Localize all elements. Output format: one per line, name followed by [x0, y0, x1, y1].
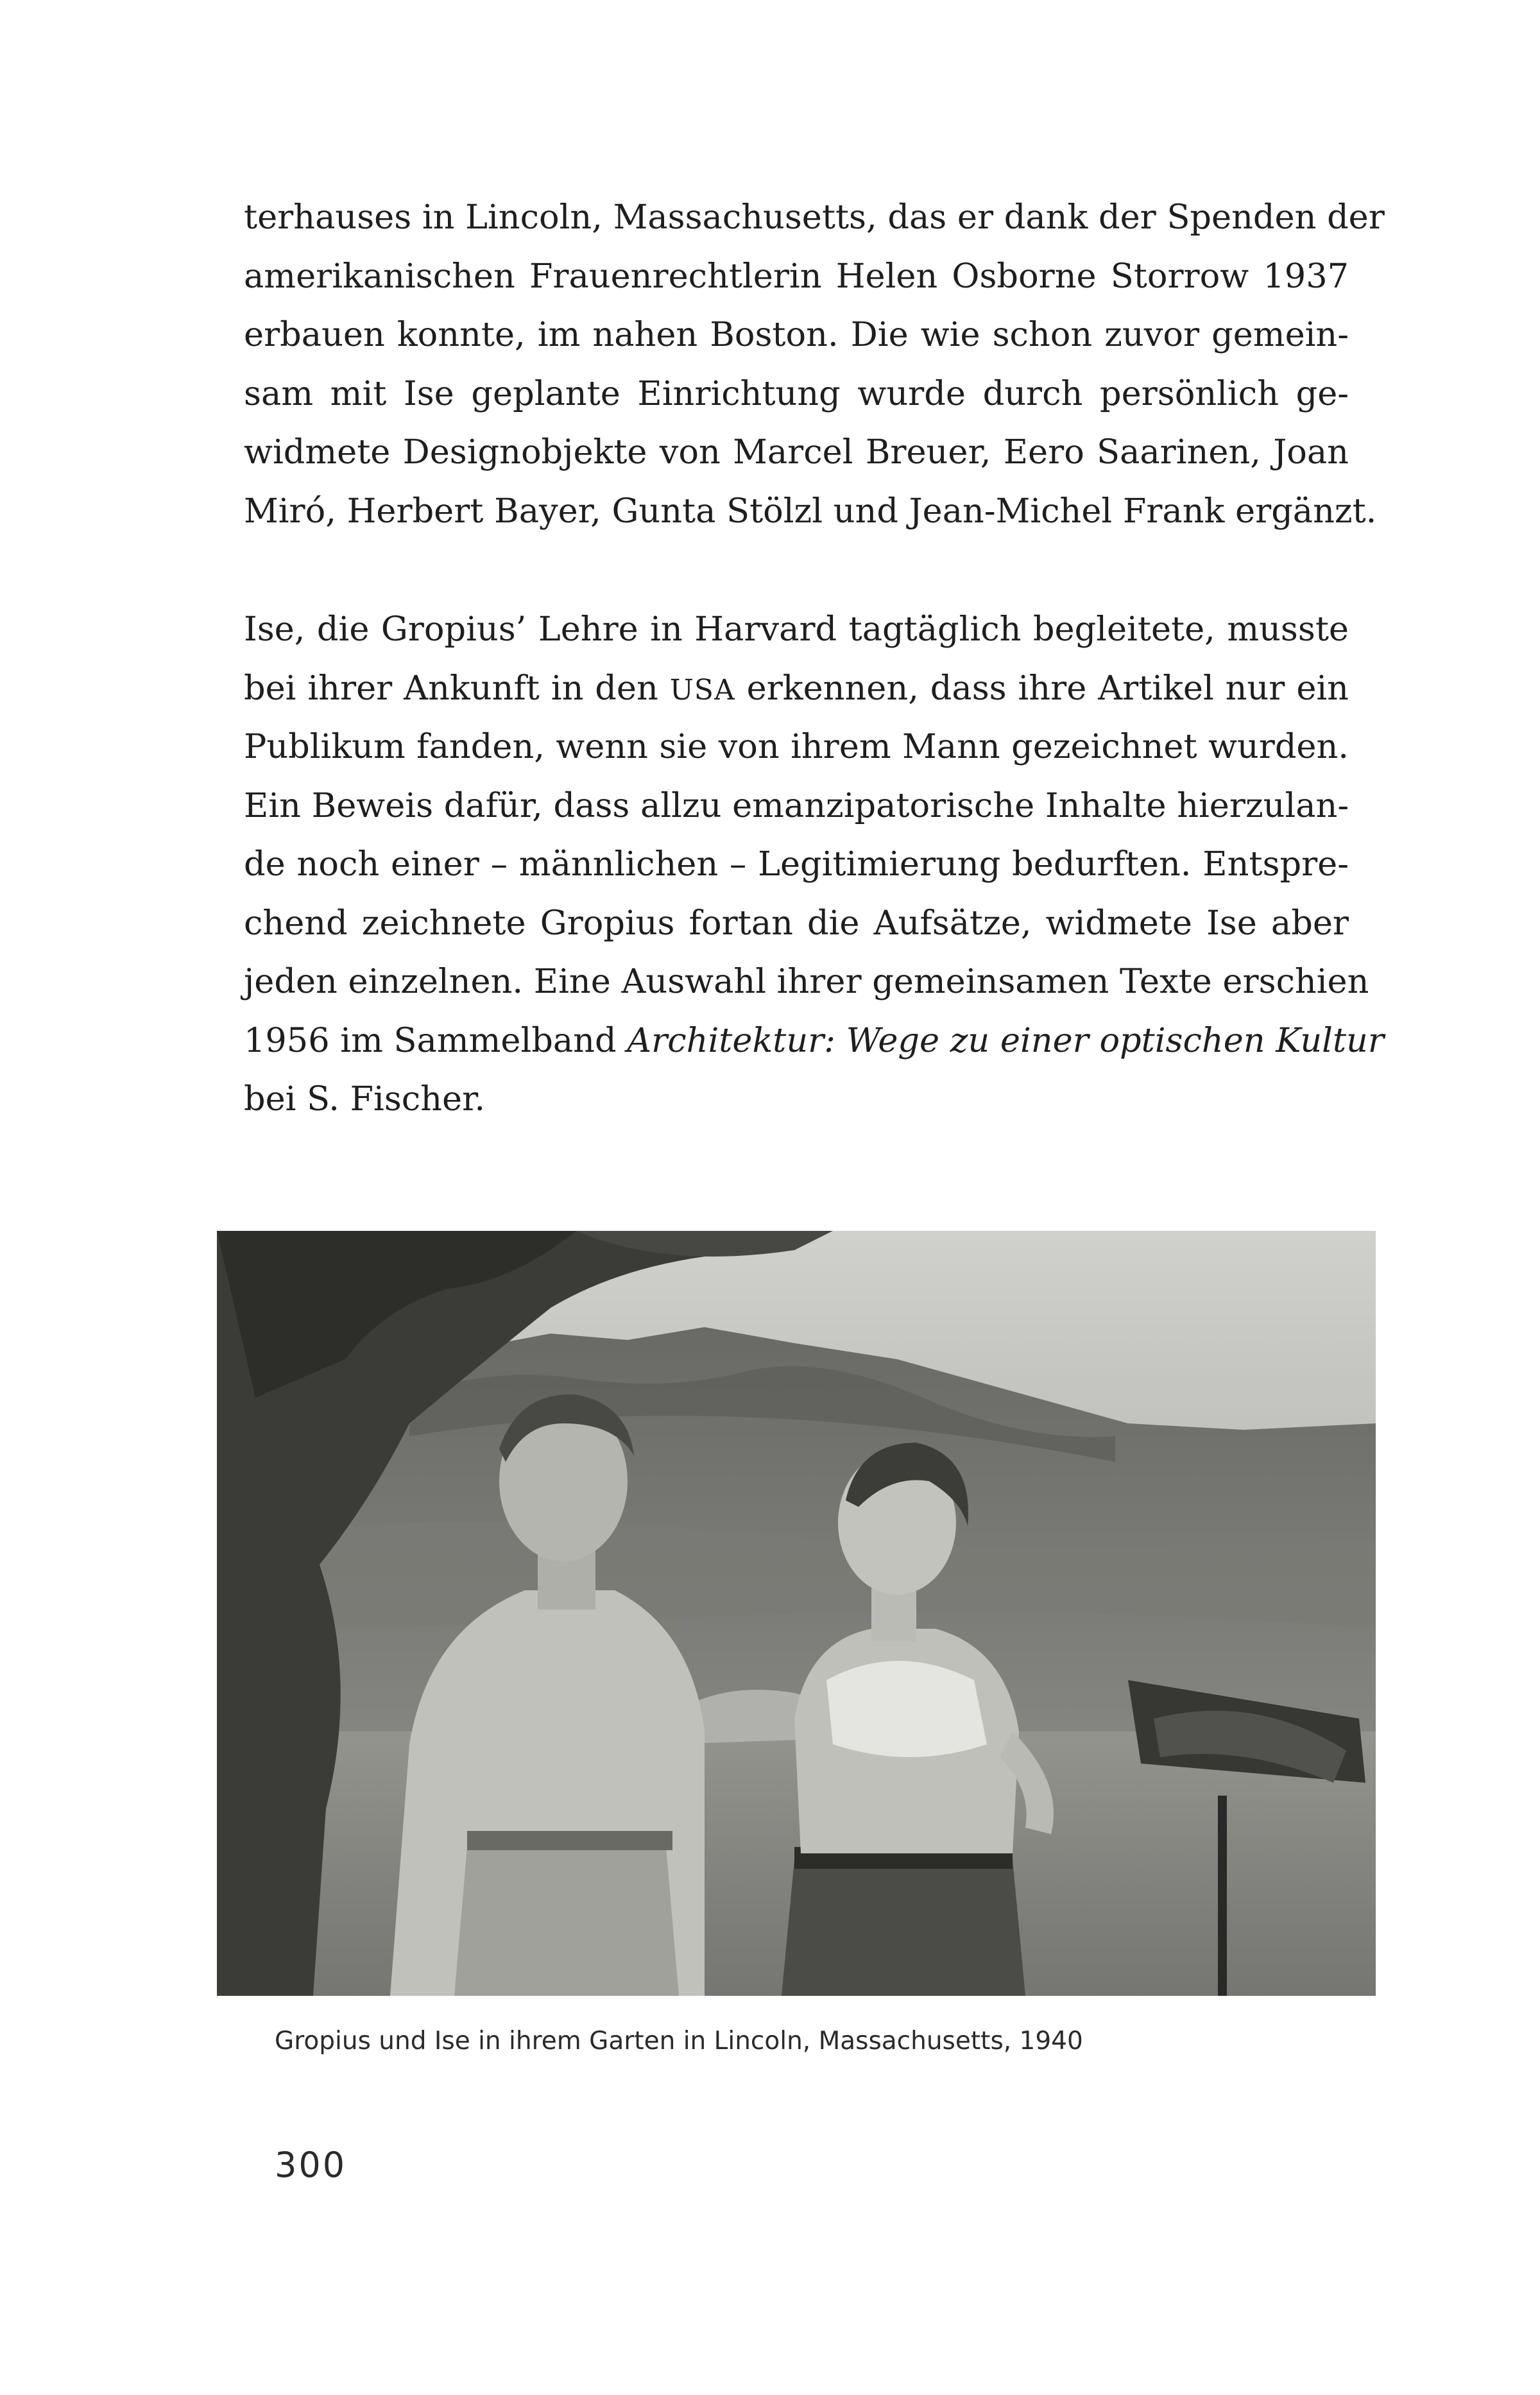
text-line: Publikum fanden, wenn sie von ihrem Mann gezeichnet wurden. — [244, 727, 1349, 766]
text-line: erbauen konnte, im nahen Boston. Die wie schon zuvor gemein- — [244, 315, 1349, 354]
text-segment: 1956 im Sammelband — [244, 1020, 628, 1060]
text-line: de noch einer – männlichen – Legitimierung bedurften. Entspre- — [244, 845, 1349, 884]
text-line — [244, 659, 1349, 718]
text-segment: bei ihrer Ankunft in den — [244, 668, 670, 708]
paragraph-2 — [244, 600, 1384, 1129]
text-line — [244, 1011, 1384, 1070]
text-line: sam mit Ise geplante Einrichtung wurde durch persönlich ge- — [244, 373, 1349, 413]
book-title: Architektur: Wege zu einer optischen Kultur — [627, 1020, 1384, 1060]
text-line: bei S. Fischer. — [244, 1079, 486, 1119]
text-line: terhauses in Lincoln, Massachusetts, das er dank der Spenden der — [244, 198, 1385, 237]
photo-caption: Gropius und Ise in ihrem Garten in Lincoln, Massachusetts, 1940 — [275, 2027, 1083, 2056]
photograph — [217, 1231, 1376, 1996]
acronym-usa: USA — [669, 673, 735, 707]
text-line: jeden einzelnen. Eine Auswahl ihrer gemeinsamen Texte erschien — [244, 962, 1369, 1001]
text-line: Miró, Herbert Bayer, Gunta Stölzl und Jean-Michel Frank ergänzt. — [244, 491, 1377, 531]
text-segment: erkennen, dass ihre Artikel nur ein — [735, 668, 1349, 708]
text-line: widmete Designobjekte von Marcel Breuer, Eero Saarinen, Joan — [244, 433, 1349, 472]
text-line: amerikanischen Frauenrechtlerin Helen Osborne Storrow 1937 — [244, 256, 1349, 296]
photo-illustration — [217, 1231, 1376, 1996]
text-line: Ein Beweis dafür, dass allzu emanzipatorische Inhalte hierzulan- — [244, 785, 1349, 825]
text-line: Ise, die Gropius’ Lehre in Harvard tagtäglich begleitete, musste — [244, 610, 1349, 649]
paragraph-1 — [244, 188, 1385, 540]
page-number: 300 — [275, 2145, 347, 2185]
text-line: chend zeichnete Gropius fortan die Aufsätze, widmete Ise aber — [244, 903, 1349, 943]
